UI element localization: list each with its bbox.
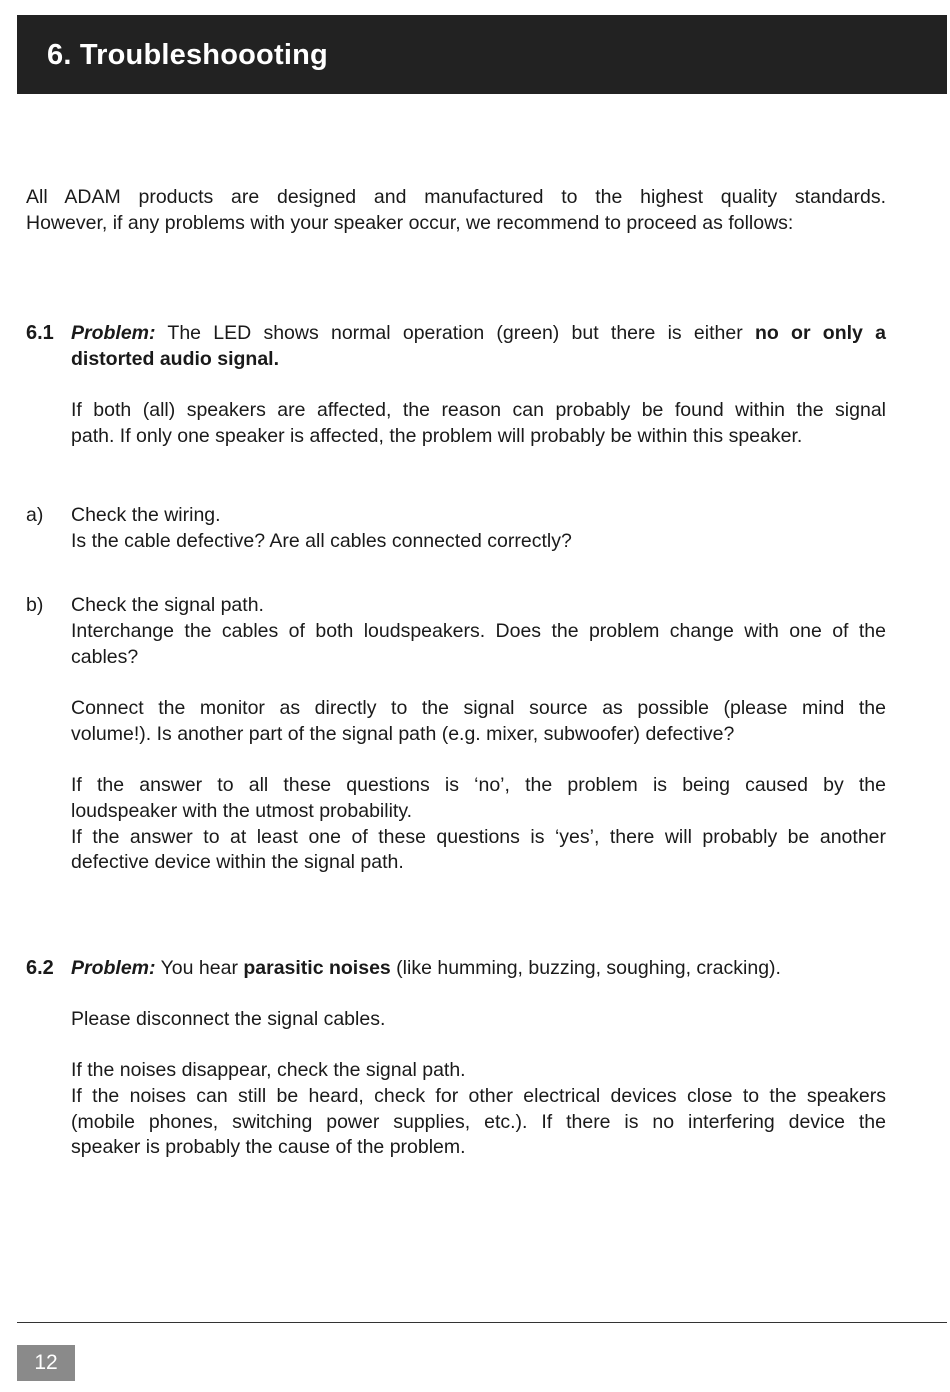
section-number: 6.1 xyxy=(26,322,54,344)
step-label: b) xyxy=(26,594,44,616)
instruction-paragraph xyxy=(71,1058,886,1161)
step-a-text xyxy=(71,503,886,555)
step-b-paragraph-2 xyxy=(71,696,886,748)
step-line: loudspeaker with the utmost probability. xyxy=(71,799,413,822)
instruction-line: speaker is probably the cause of the problem. xyxy=(71,1136,466,1159)
problem-emphasis: no or only a xyxy=(754,322,886,344)
intro-line: All ADAM products are designed and manufactured to the highest quality standards. xyxy=(26,186,886,208)
step-line: cables? xyxy=(71,645,139,668)
step-line: defective device within the signal path. xyxy=(71,851,404,874)
problem-note xyxy=(71,398,886,450)
problem-line xyxy=(71,321,886,347)
step-b-text xyxy=(71,593,886,670)
page-number: 12 xyxy=(17,1345,75,1381)
step-line: volume!). Is another part of the signal path (e.g. mixer, subwoofer) defective? xyxy=(71,722,735,745)
problem-statement xyxy=(71,956,886,982)
instruction-line: Please disconnect the signal cables. xyxy=(71,1008,386,1030)
instruction-paragraph xyxy=(71,1007,886,1033)
step-line: If the answer to at least one of these questions is ‘yes’, there will probably be another xyxy=(71,825,886,848)
step-line: Is the cable defective? Are all cables connected correctly? xyxy=(71,529,572,552)
problem-label: Problem: xyxy=(71,957,156,979)
step-line: Connect the monitor as directly to the signal source as possible (please mind the xyxy=(71,697,886,719)
problem-text: (like humming, buzzing, soughing, cracking). xyxy=(390,957,781,979)
step-line: If the answer to all these questions is ‘no’, the problem is being caused by the xyxy=(71,774,886,796)
step-b-paragraph-3 xyxy=(71,773,886,876)
problem-text: You hear xyxy=(155,957,244,979)
footer-divider xyxy=(17,1322,947,1323)
section-title: 6. Troubleshoooting xyxy=(47,39,328,71)
instruction-line: If the noises disappear, check the signal path. xyxy=(71,1059,466,1081)
note-line: If both (all) speakers are affected, the reason can probably be found within the signal xyxy=(71,399,886,421)
problem-statement xyxy=(71,321,886,373)
step-line: Check the wiring. xyxy=(71,504,221,526)
note-line: path. If only one speaker is affected, the problem will probably be within this speaker. xyxy=(71,424,803,447)
problem-line xyxy=(71,956,886,982)
section-header-bar xyxy=(17,15,947,94)
step-line: Interchange the cables of both loudspeakers. Does the problem change with one of the xyxy=(71,619,886,642)
problem-emphasis: distorted audio signal. xyxy=(71,347,280,370)
problem-label: Problem: xyxy=(71,322,156,344)
step-label: a) xyxy=(26,504,44,526)
intro-line: However, if any problems with your speaker occur, we recommend to proceed as follows: xyxy=(26,211,794,234)
intro-paragraph xyxy=(26,185,886,237)
step-line: Check the signal path. xyxy=(71,594,264,616)
section-number: 6.2 xyxy=(26,957,54,979)
instruction-line: If the noises can still be heard, check for other electrical devices close to the speakers xyxy=(71,1084,886,1107)
instruction-line: (mobile phones, switching power supplies, etc.). If there is no interfering device the xyxy=(71,1110,886,1133)
problem-text: The LED shows normal operation (green) but there is either xyxy=(155,322,755,344)
problem-emphasis: parasitic noises xyxy=(243,957,391,979)
